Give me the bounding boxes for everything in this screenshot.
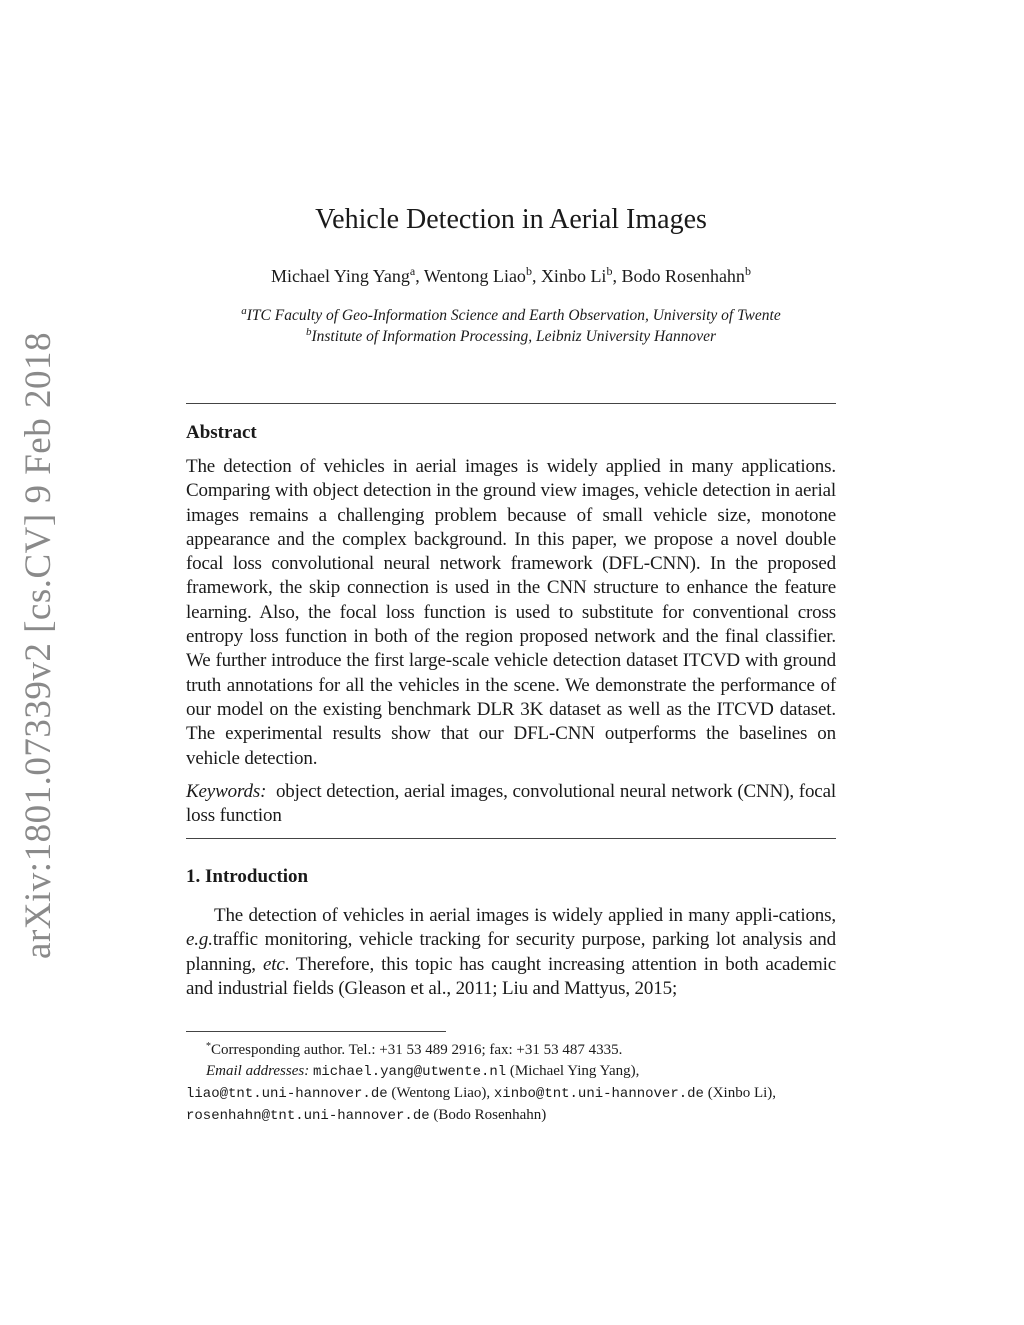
intro-text-part: . Therefore, this topic has caught increasing attention in both academic and industrial fields (Gleason et al., 2011; Liu and Mattyus, 2015; (186, 953, 837, 999)
author-separator: , (415, 266, 424, 286)
author-name: Wentong Liao (423, 266, 526, 286)
introduction-paragraph (186, 904, 836, 1001)
section-heading-introduction: 1. Introduction (186, 866, 309, 887)
abstract-body: The detection of vehicles in aerial images is widely applied in many applications. Comparing with object detection in the ground view images, vehicle detection in aerial images remains a challenging problem because of small vehicle size, monotone appearance and the complex background. In this paper, we propose a novel double focal loss convolutional neural network framework (DFL-CNN). In the proposed framework, the skip connection is used in the CNN structure to enhance the feature learning. Also, the focal loss function is used to substitute for conventional cross entropy loss function in both of the region proposed network and the final classifier. We further introduce the first large-scale vehicle detection dataset ITCVD with ground truth annotations for all the vehicles in the scene. We demonstrate the performance of our model on the existing benchmark DLR 3K dataset as well as the ITCVD dataset. The experimental results show that our DFL-CNN outperforms the baselines on vehicle detection. (186, 456, 836, 769)
intro-text-part: traffic monitoring, vehicle tracking for security purpose, parking lot analysis and planning, (186, 929, 836, 975)
keywords-label: Keywords: (186, 781, 267, 802)
footnote-email-line (186, 1105, 846, 1127)
author-affiliation-mark: a (409, 264, 416, 278)
affiliation-text: ITC Faculty of Geo-Information Science and Earth Observation, University of Twente (246, 307, 781, 324)
affiliation-mark: a (241, 305, 247, 317)
footnote-email-line (186, 1061, 846, 1083)
abstract-bottom-rule (186, 838, 836, 839)
email-address[interactable]: michael.yang@utwente.nl (312, 1064, 507, 1080)
abstract-top-rule (186, 403, 836, 404)
footnote (186, 1040, 846, 1127)
paper-title: Vehicle Detection in Aerial Images (315, 204, 707, 235)
footnote-email-line (186, 1083, 846, 1105)
affiliation-mark: b (305, 326, 312, 338)
author-name: Bodo Rosenhahn (621, 266, 745, 286)
email-owner: (Bodo Rosenhahn) (433, 1107, 547, 1123)
keywords (186, 780, 836, 829)
author-affiliation-mark: b (606, 264, 613, 278)
author-list (186, 263, 836, 289)
email-address[interactable]: rosenhahn@tnt.uni-hannover.de (186, 1108, 430, 1124)
email-owner: (Michael Ying Yang), (509, 1063, 640, 1079)
affiliation-list (186, 305, 836, 347)
footnote-corresponding-line (186, 1040, 846, 1061)
email-owner: (Xinbo Li), (707, 1085, 777, 1101)
footnote-corresponding-text: Corresponding author. Tel.: +31 53 489 2916; fax: +31 53 487 4335. (211, 1042, 623, 1058)
author-affiliation-mark: b (744, 264, 751, 278)
affiliation-line (186, 305, 836, 326)
email-owner: (Wentong Liao), (391, 1085, 491, 1101)
author-name: Xinbo Li (540, 266, 607, 286)
email-address[interactable]: liao@tnt.uni-hannover.de (186, 1086, 388, 1102)
affiliation-line (186, 326, 836, 347)
intro-text-part: The detection of vehicles in aerial images is widely applied in many appli-cations, (214, 905, 836, 926)
author-separator: , (612, 266, 622, 286)
intro-etc: etc (262, 953, 285, 975)
author-separator: , (531, 266, 541, 286)
footnote-rule (186, 1031, 446, 1032)
arxiv-identifier-stamp (6, 331, 70, 959)
abstract-heading: Abstract (186, 422, 257, 443)
footnote-star: * (206, 1041, 211, 1052)
affiliation-text: Institute of Information Processing, Leibniz University Hannover (311, 328, 717, 345)
email-label: Email addresses: (206, 1063, 310, 1079)
author-affiliation-mark: b (525, 264, 532, 278)
keywords-text: object detection, aerial images, convolutional neural network (CNN), focal loss function (186, 781, 836, 827)
author-name: Michael Ying Yang (271, 266, 410, 286)
arxiv-identifier-text: arXiv:1801.07339v2 [cs.CV] 9 Feb 2018 (17, 331, 59, 959)
email-address[interactable]: xinbo@tnt.uni-hannover.de (493, 1086, 704, 1102)
intro-eg: e.g. (186, 929, 213, 951)
